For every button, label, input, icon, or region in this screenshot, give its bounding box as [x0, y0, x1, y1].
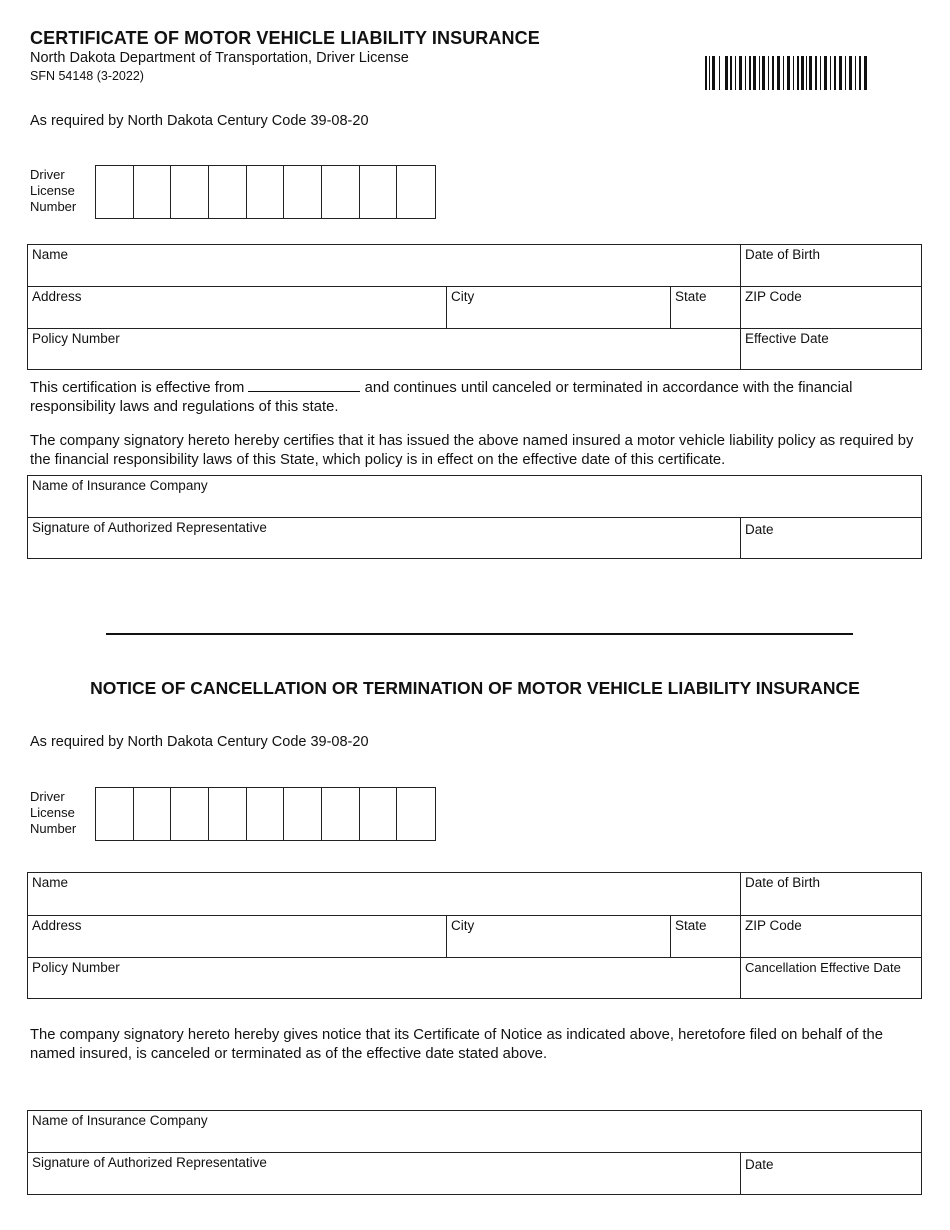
- zip-label: ZIP Code: [745, 289, 802, 304]
- notice-signature-label: Signature of Authorized Representative: [32, 1155, 267, 1170]
- signature-label: Signature of Authorized Representative: [32, 520, 267, 535]
- notice-state-field[interactable]: [670, 915, 741, 958]
- notice-driver-license-number-input[interactable]: [95, 787, 436, 841]
- policy-label: Policy Number: [32, 331, 120, 346]
- section-divider: [106, 633, 853, 635]
- form-number: SFN 54148 (3-2022): [30, 69, 144, 83]
- department-name: North Dakota Department of Transportation, Driver License: [30, 50, 409, 66]
- notice-name-field[interactable]: [27, 872, 741, 916]
- notice-policy-label: Policy Number: [32, 960, 120, 975]
- certify-statement: The company signatory hereto hereby certifies that it has issued the above named insured a motor vehicle liability policy as required by the financial responsibility laws of this State, which policy is in effect on the effective date of this certificate.: [30, 433, 914, 468]
- address-label: Address: [32, 289, 82, 304]
- notice-insurance-company-field[interactable]: [27, 1110, 922, 1153]
- effective-from-input[interactable]: [248, 377, 360, 392]
- cancellation-effective-date-field[interactable]: [740, 957, 922, 999]
- notice-policy-number-field[interactable]: [27, 957, 741, 999]
- driver-license-number-input[interactable]: [95, 165, 436, 219]
- date-of-birth-field[interactable]: [740, 244, 922, 287]
- address-field[interactable]: [27, 286, 447, 329]
- zip-code-field[interactable]: [740, 286, 922, 329]
- name-label: Name: [32, 247, 69, 262]
- notice-date-label: Date: [745, 1157, 774, 1172]
- date-label: Date: [745, 522, 774, 537]
- city-field[interactable]: [446, 286, 671, 329]
- insurance-company-label: Name of Insurance Company: [32, 478, 208, 493]
- effective-statement: This certification is effective from and continues until canceled or terminated in accordance with the financial responsibility laws and regulations of this state.: [30, 377, 920, 417]
- policy-number-field[interactable]: [27, 328, 741, 370]
- signature-date-field[interactable]: [740, 517, 922, 559]
- effective-date-label: Effective Date: [745, 331, 829, 346]
- notice-signature-field[interactable]: [27, 1152, 741, 1195]
- notice-zip-label: ZIP Code: [745, 918, 802, 933]
- notice-statement: The company signatory hereto hereby gives notice that its Certificate of Notice as indicated above, heretofore filed on behalf of the named insured, is canceled or terminated as of the effective date stated above.: [30, 1027, 883, 1062]
- notice-insurance-company-label: Name of Insurance Company: [32, 1113, 208, 1128]
- form-title: CERTIFICATE OF MOTOR VEHICLE LIABILITY INSURANCE: [30, 28, 540, 48]
- notice-date-of-birth-field[interactable]: [740, 872, 922, 916]
- notice-zip-code-field[interactable]: [740, 915, 922, 958]
- notice-dob-label: Date of Birth: [745, 875, 821, 890]
- dob-label: Date of Birth: [745, 247, 821, 262]
- notice-dl-label: Driver License Number: [30, 789, 77, 836]
- signature-field[interactable]: [27, 517, 741, 559]
- notice-state-label: State: [675, 918, 707, 933]
- notice-title: NOTICE OF CANCELLATION OR TERMINATION OF MOTOR VEHICLE LIABILITY INSURANCE: [90, 678, 860, 698]
- notice-address-label: Address: [32, 918, 82, 933]
- name-field[interactable]: [27, 244, 741, 287]
- city-label: City: [451, 289, 475, 304]
- notice-name-label: Name: [32, 875, 69, 890]
- notice-signature-date-field[interactable]: [740, 1152, 922, 1195]
- notice-city-field[interactable]: [446, 915, 671, 958]
- notice-requirement: As required by North Dakota Century Code 39-08-20: [30, 734, 369, 750]
- notice-city-label: City: [451, 918, 475, 933]
- dl-label: Driver License Number: [30, 167, 77, 214]
- effective-date-field[interactable]: [740, 328, 922, 370]
- cancellation-date-label: Cancellation Effective Date: [745, 960, 901, 975]
- certificate-requirement: As required by North Dakota Century Code 39-08-20: [30, 113, 369, 129]
- state-field[interactable]: [670, 286, 741, 329]
- insurance-company-field[interactable]: [27, 475, 922, 518]
- barcode-icon: [705, 56, 869, 90]
- state-label: State: [675, 289, 707, 304]
- notice-address-field[interactable]: [27, 915, 447, 958]
